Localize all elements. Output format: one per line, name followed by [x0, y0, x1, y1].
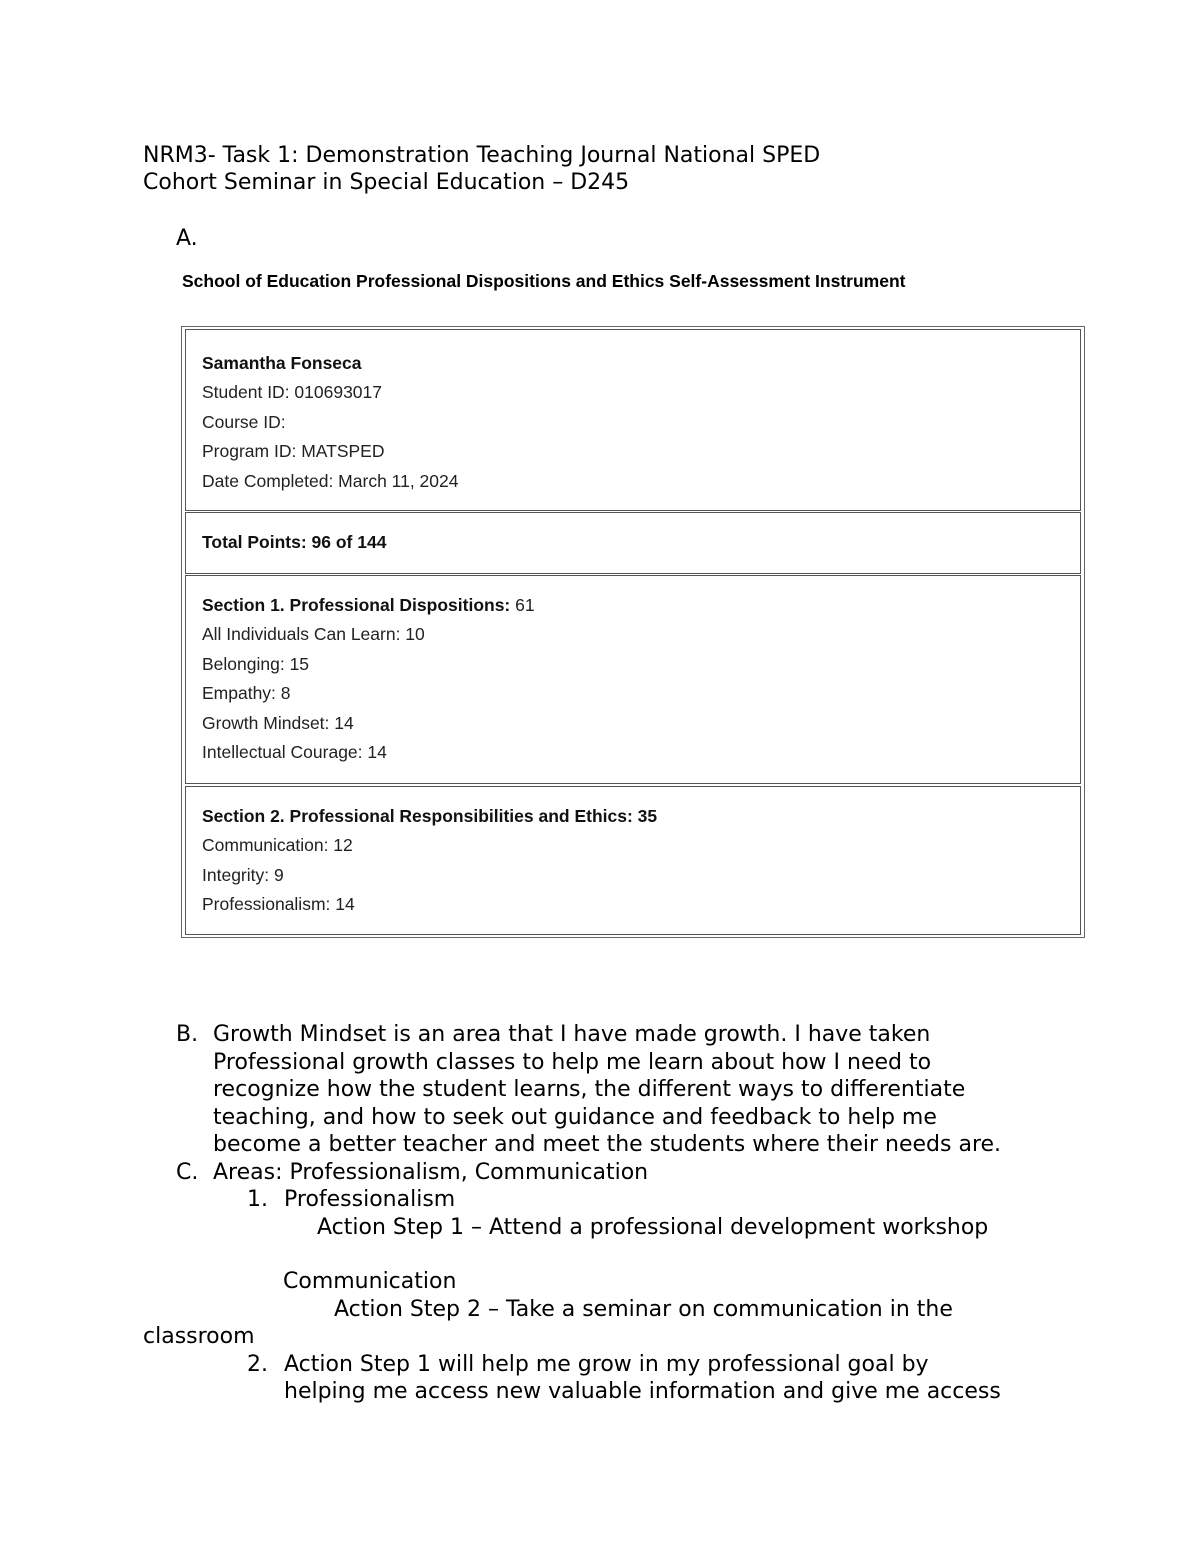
section2-item: Communication: 12 [202, 835, 353, 856]
section-b [176, 1021, 1076, 1159]
title-line-1: NRM3- Task 1: Demonstration Teaching Journal National SPED [143, 143, 821, 168]
item1-marker: 1. [247, 1187, 268, 1212]
student-name: Samantha Fonseca [202, 353, 362, 373]
action-step-2-continued: classroom [143, 1324, 255, 1349]
section2-item: Integrity: 9 [202, 864, 284, 885]
section1-item: Growth Mindset: 14 [202, 712, 354, 733]
item2-line-2: helping me access new valuable information and give me access [284, 1379, 1001, 1404]
section1-item: Empathy: 8 [202, 683, 291, 704]
item2-marker: 2. [247, 1352, 268, 1377]
document-title [143, 142, 820, 196]
section1-item: All Individuals Can Learn: 10 [202, 624, 425, 645]
section-c-text: Areas: Professionalism, Communication [213, 1160, 649, 1185]
action-step-1: Action Step 1 – Attend a professional development workshop [317, 1215, 989, 1240]
student-info-cell [185, 329, 1081, 511]
item2-line-1: Action Step 1 will help me grow in my professional goal by [284, 1352, 929, 1377]
section2-cell [185, 786, 1081, 935]
section2-heading: Section 2. Professional Responsibilities and Ethics: 35 [202, 806, 658, 826]
section-b-line: Growth Mindset is an area that I have made growth. I have taken [213, 1022, 931, 1047]
course-id: Course ID: [202, 411, 286, 432]
section-a-label: A. [176, 226, 198, 251]
instrument-title: School of Education Professional Dispositions and Ethics Self-Assessment Instrument [182, 271, 906, 291]
total-points: Total Points: 96 of 144 [202, 532, 387, 552]
section1-cell [185, 575, 1081, 784]
section1-heading: Section 1. Professional Dispositions: [202, 595, 511, 615]
section-c-marker: C. [176, 1160, 199, 1185]
total-points-cell [185, 512, 1081, 574]
program-id: Program ID: MATSPED [202, 441, 385, 462]
section2-item: Professionalism: 14 [202, 894, 355, 915]
date-completed: Date Completed: March 11, 2024 [202, 470, 459, 491]
section-b-line: become a better teacher and meet the students where their needs are. [213, 1132, 1002, 1157]
self-assessment-table [181, 326, 1085, 938]
section-b-line: teaching, and how to seek out guidance and feedback to help me [213, 1104, 937, 1130]
section1-item: Belonging: 15 [202, 653, 310, 674]
item1-title: Professionalism [284, 1187, 456, 1212]
student-id: Student ID: 010693017 [202, 382, 383, 403]
section-b-marker: B. [176, 1022, 199, 1047]
section1-item: Intellectual Courage: 14 [202, 742, 387, 763]
action-step-2: Action Step 2 – Take a seminar on communication in the [334, 1297, 953, 1322]
section-b-line: recognize how the student learns, the different ways to differentiate [213, 1077, 966, 1102]
title-line-2: Cohort Seminar in Special Education – D245 [143, 170, 630, 195]
section-b-line: Professional growth classes to help me learn about how I need to [213, 1049, 932, 1075]
section1-score: 61 [515, 595, 535, 615]
communication-title: Communication [283, 1269, 457, 1294]
